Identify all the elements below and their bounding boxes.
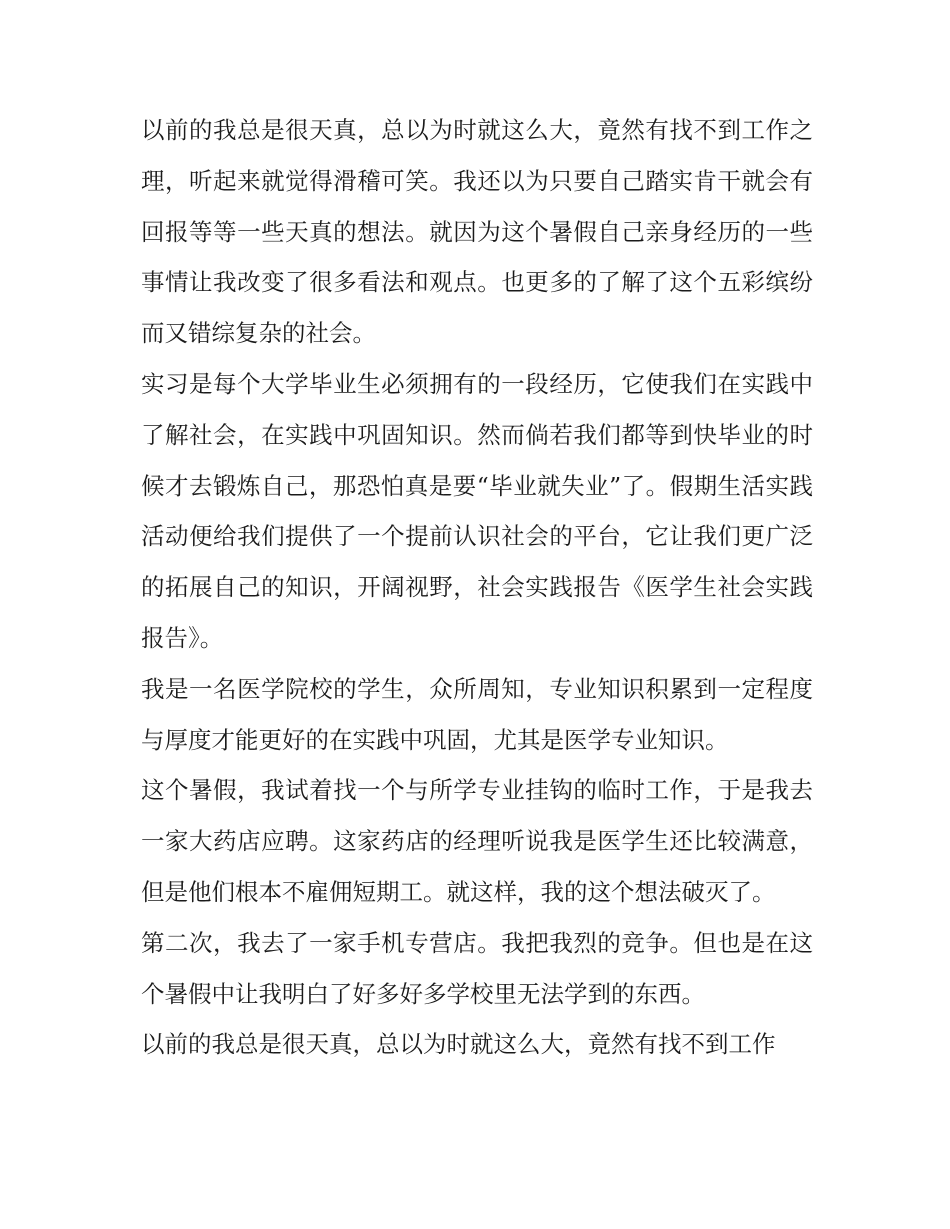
paragraph-6: 以前的我总是很天真，总以为时就这么大，竟然有找不到工作 (141, 1030, 776, 1059)
paragraph-5: 第二次，我去了一家手机专营店。我把我烈的竞争。但也是在这个暑假中让我明白了好多好多学校里无法学到的东西。 (141, 928, 813, 1008)
document-body (141, 105, 813, 1070)
paragraph-4: 这个暑假，我试着找一个与所学专业挂钩的临时工作，于是我去一家大药店应聘。这家药店的经理听说我是医学生还比较满意，但是他们根本不雇佣短期工。就这样，我的这个想法破灭了。 (141, 776, 813, 906)
paragraph-2: 实习是每个大学毕业生必须拥有的一段经历，它使我们在实践中了解社会，在实践中巩固知识。然而倘若我们都等到快毕业的时候才去锻炼自己，那恐怕真是要“毕业就失业”了。假期生活实践活动便给我们提供了一个提前认识社会的平台，它让我们更广泛的拓展自己的知识，开阔视野，社会实践报告《医学生社会实践报告》。 (141, 369, 813, 652)
paragraph-3: 我是一名医学院校的学生，众所周知，专业知识积累到一定程度与厚度才能更好的在实践中巩固，尤其是医学专业知识。 (141, 674, 813, 754)
paragraph-1: 以前的我总是很天真，总以为时就这么大，竟然有找不到工作之理，听起来就觉得滑稽可笑。我还以为只要自己踏实肯干就会有回报等等一些天真的想法。就因为这个暑假自己亲身经历的一些事情让我改变了很多看法和观点。也更多的了解了这个五彩缤纷而又错综复杂的社会。 (141, 116, 813, 348)
